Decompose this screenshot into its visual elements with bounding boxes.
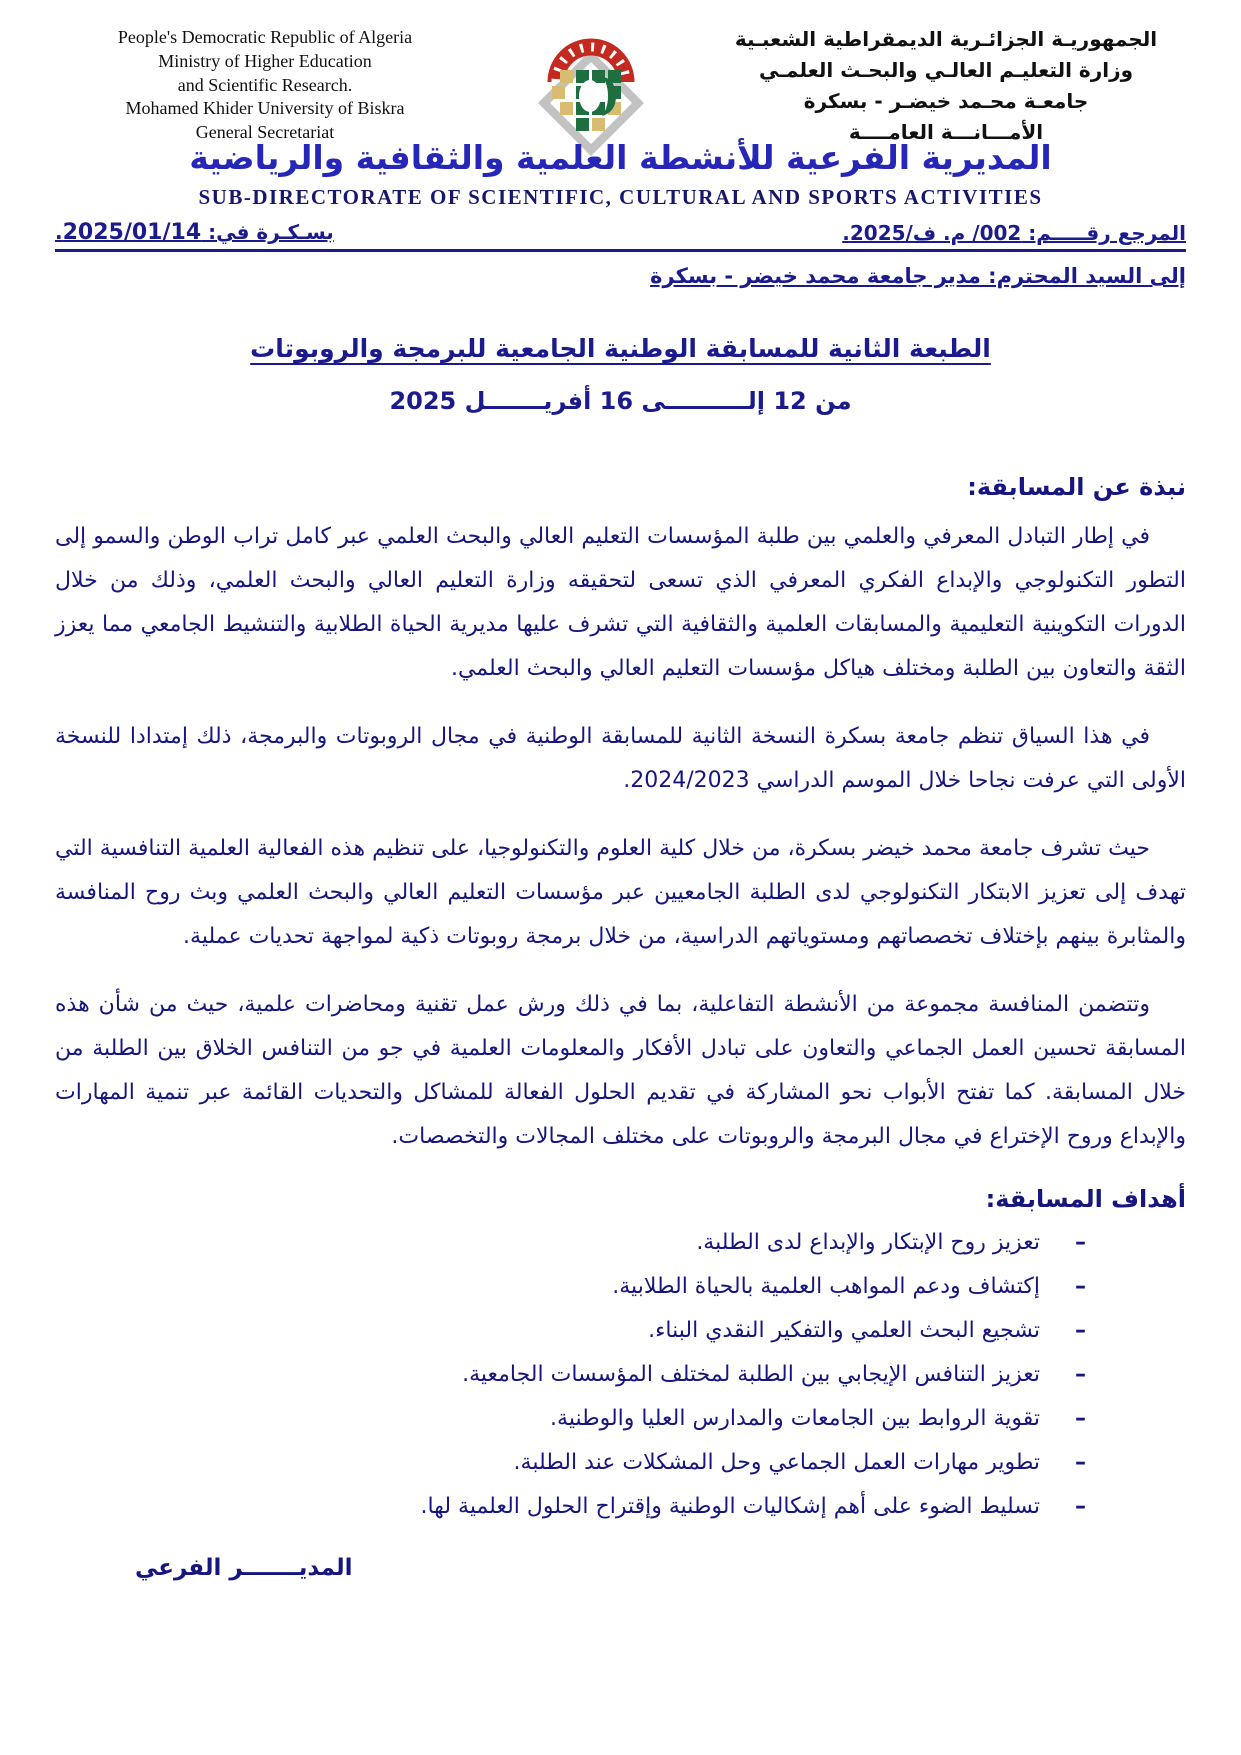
objective-text: تقوية الروابط بين الجامعات والمدارس العليا والوطنية. <box>550 1406 1040 1431</box>
letterhead-en-line: Mohamed Khider University of Biskra <box>125 98 405 119</box>
objective-text: تعزيز روح الإبتكار والإبداع لدى الطلبة. <box>696 1230 1040 1255</box>
dash-bullet-icon: – <box>1075 1274 1086 1299</box>
dash-bullet-icon: – <box>1075 1406 1086 1431</box>
letterhead-english <box>55 22 475 145</box>
about-paragraph: في هذا السياق تنظم جامعة بسكرة النسخة الثانية للمسابقة الوطنية في مجال الروبوتات والبرمجة، ذلك إمتدادا للنسخة الأولى التي عرفت نجاحا خلال الموسم الدراسي 2024/2023. <box>55 724 1186 793</box>
dash-bullet-icon: – <box>1075 1230 1086 1255</box>
objective-item <box>55 1353 1186 1397</box>
dash-bullet-icon: – <box>1075 1450 1086 1475</box>
dash-bullet-icon: – <box>1075 1318 1086 1343</box>
about-paragraph: حيث تشرف جامعة محمد خيضر بسكرة، من خلال كلية العلوم والتكنولوجيا، على تنظيم هذه الفعالية العلمية التنافسية التي تهدف إلى تعزيز الابتكار التكنولوجي لدى الطلبة الجامعيين عبر مؤسسات التعليم العالي والبحث العلمي وبث روح المنافسة والمثابرة بينهم بإختلاف تخصصاتهم ومستوياتهم الدراسية، من خلال برمجة روبوتات ذكية لمواجهة تحديات عملية. <box>55 836 1186 949</box>
objectives-list <box>55 1221 1186 1529</box>
objective-item <box>55 1221 1186 1265</box>
about-paragraph: في إطار التبادل المعرفي والعلمي بين طلبة المؤسسات التعليم العالي والبحث العلمي عبر كامل تراب الوطن والسمو إلى التطور التكنولوجي والإبداع الفكري المعرفي الذي تسعى لتحقيقه وزارة التعليم العالي والبحث العلمي، وذلك من خلال الدورات التكوينية التعليمية والمسابقات العلمية والثقافية التي تشرف عليها مديرية الحياة الطلابية والتنشيط الجامعي مما يعزز الثقة والتعاون بين الطلبة ومختلف هياكل مؤسسات التعليم العالي والبحث العلمي. <box>55 524 1186 681</box>
about-paragraph: وتتضمن المنافسة مجموعة من الأنشطة التفاعلية، بما في ذلك ورش عمل تقنية ومحاضرات علمية، حيث من شأن هذه المسابقة تحسين العمل الجماعي والتعاون على تبادل الأفكار والمعلومات العلمية في جو من التنافس الخلاق بين الطلبة من خلال المسابقة. كما تفتح الأبواب نحو المشاركة في تقديم الحلول الفعالة للمشاكل والتحديات القائمة عبر تنمية المهارات والإبداع وروح الإختراع في مجال البرمجة والروبوتات على مختلف المجالات والتخصصات. <box>55 992 1186 1149</box>
document-title-line2 <box>55 387 1186 415</box>
dash-bullet-icon: – <box>1075 1494 1086 1519</box>
objective-text: إكتشاف ودعم المواهب العلمية بالحياة الطلابية. <box>612 1274 1040 1299</box>
about-heading: نبذة عن المسابقة: <box>967 473 1186 501</box>
university-logo-wrap <box>526 22 656 156</box>
reference-date-value: 2025/01/14 <box>62 220 202 245</box>
reference-date-suffix: . <box>55 220 63 244</box>
reference-number: المرجع رقـــــم: 002/ م. ف/2025. <box>842 221 1186 245</box>
dash-bullet-icon: – <box>1075 1362 1086 1387</box>
subdirectorate-title-english: SUB-DIRECTORATE OF SCIENTIFIC, CULTURAL AND SPORTS ACTIVITIES <box>198 185 1043 209</box>
addressee-line: إلى السيد المحترم: مدير جامعة محمد خيضر - بسكرة <box>650 264 1186 288</box>
letterhead-ar-line: الأمـــانـــة العامــــة <box>848 120 1044 144</box>
objective-item <box>55 1309 1186 1353</box>
reference-row <box>55 220 1186 252</box>
objective-item <box>55 1397 1186 1441</box>
objective-item <box>55 1485 1186 1529</box>
document-title-line1 <box>55 334 1186 363</box>
signature-block <box>55 1555 1186 1581</box>
letterhead-en-line: Ministry of Higher Education <box>158 50 372 71</box>
letterhead-arabic <box>706 22 1186 148</box>
objectives-heading: أهداف المسابقة: <box>985 1185 1186 1213</box>
letterhead-ar-line: جامعـة محـمد خيضـر - بسكرة <box>803 89 1089 113</box>
letterhead-en-line: General Secretariat <box>195 122 335 142</box>
letterhead-ar-line: الجمهوريـة الجزائـرية الديمقراطية الشعبـية <box>734 27 1158 51</box>
reference-place-label: بسـكـرة في: <box>201 220 334 244</box>
letterhead-ar-line: وزارة التعليـم العالـي والبحـث العلمـي <box>758 58 1134 82</box>
letterhead <box>55 22 1186 156</box>
objective-text: تعزيز التنافس الإيجابي بين الطلبة لمختلف المؤسسات الجامعية. <box>462 1362 1040 1387</box>
mohamed-khider-university-biskra-logo <box>532 24 650 156</box>
signature-title: المديـــــــر الفرعي <box>135 1555 353 1581</box>
objective-text: تطوير مهارات العمل الجماعي وحل المشكلات عند الطلبة. <box>513 1450 1040 1475</box>
objective-text: تسليط الضوء على أهم إشكاليات الوطنية وإقتراح الحلول العلمية لها. <box>420 1494 1040 1519</box>
document-dates-text: من 12 إلــــــــــى 16 أفريـــــــل 2025 <box>389 387 852 415</box>
reference-place-date <box>55 220 334 245</box>
subdirectorate-title-arabic: المديرية الفرعية للأنشطة العلمية والثقافية والرياضية <box>189 138 1052 177</box>
objective-item <box>55 1265 1186 1309</box>
document-title-text: الطبعة الثانية للمسابقة الوطنية الجامعية للبرمجة والروبوتات <box>250 334 991 363</box>
objective-text: تشجيع البحث العلمي والتفكير النقدي البناء. <box>648 1318 1040 1343</box>
letterhead-en-line: and Scientific Research. <box>177 74 353 95</box>
objective-item <box>55 1441 1186 1485</box>
letterhead-en-line: People's Democratic Republic of Algeria <box>117 27 413 47</box>
